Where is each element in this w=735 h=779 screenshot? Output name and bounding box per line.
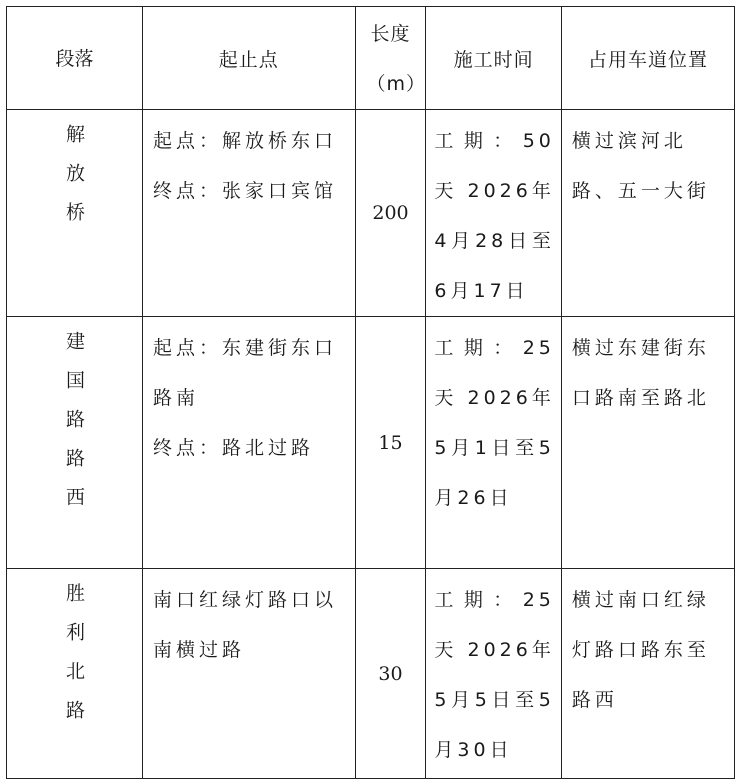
header-segment <box>7 7 143 110</box>
time-text: 工期：25天 2026年5月1日至5月26日 <box>434 337 555 509</box>
lane-cell <box>561 569 734 779</box>
time-cell <box>426 317 562 569</box>
range-cell <box>143 569 356 779</box>
lane-text: 横过滨河北路、五一大街 <box>571 130 710 202</box>
segment-cell <box>7 317 143 569</box>
range-start: 南口红绿灯路口以南横过路 <box>153 589 338 661</box>
time-cell <box>426 569 562 779</box>
segment-name: 解放桥 <box>63 124 85 241</box>
header-length-label: 长度（m） <box>366 23 427 95</box>
segment-name: 建国路路西 <box>63 331 85 526</box>
range-start: 起点：东建街东口路南 <box>153 337 338 409</box>
table-row <box>7 569 735 779</box>
time-text: 工期：50天 2026年4月28日至6月17日 <box>434 130 555 302</box>
header-lane-label: 占用车道位置 <box>587 48 708 71</box>
lane-cell <box>561 317 734 569</box>
header-time <box>426 7 562 110</box>
header-range <box>143 7 356 110</box>
range-end: 终点：张家口宾馆 <box>153 180 338 202</box>
length-cell: 30 <box>355 569 426 779</box>
time-text: 工期：25天 2026年5月5日至5月30日 <box>434 589 555 761</box>
segment-cell <box>7 569 143 779</box>
table-row <box>7 110 735 317</box>
range-cell <box>143 317 356 569</box>
header-range-label: 起止点 <box>218 48 279 71</box>
header-length <box>355 7 426 110</box>
range-end: 终点：路北过路 <box>153 437 315 459</box>
range-start: 起点：解放桥东口 <box>153 130 338 152</box>
table-row <box>7 317 735 569</box>
header-segment-label: 段落 <box>55 48 94 70</box>
length-cell: 200 <box>355 110 426 317</box>
segment-cell <box>7 110 143 317</box>
segment-name: 胜利北路 <box>63 583 85 739</box>
header-lane <box>561 7 734 110</box>
lane-cell <box>561 110 734 317</box>
header-row <box>7 7 735 110</box>
range-cell <box>143 110 356 317</box>
length-cell: 15 <box>355 317 426 569</box>
lane-text: 横过东建街东口路南至路北 <box>571 337 710 409</box>
time-cell <box>426 110 562 317</box>
construction-schedule-table <box>6 6 735 779</box>
lane-text: 横过南口红绿灯路口路东至路西 <box>571 589 710 711</box>
header-time-label: 施工时间 <box>453 48 534 71</box>
